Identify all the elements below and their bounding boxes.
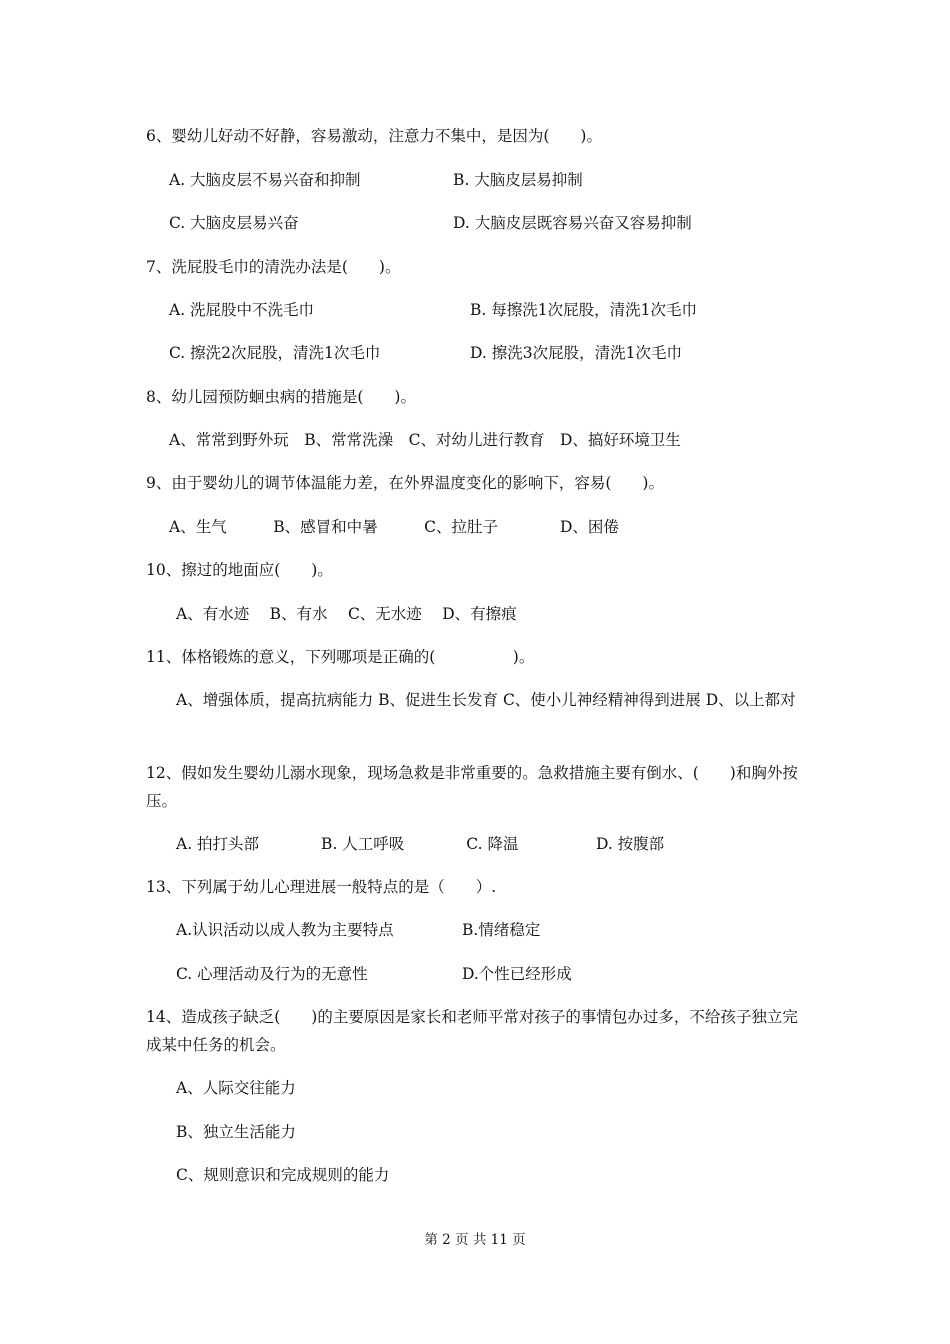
question-10-options: A、有水迹 B、有水 C、无水迹 D、有擦痕 <box>176 605 517 623</box>
question-11: 11、体格锻炼的意义，下列哪项是正确的( )。 <box>146 648 535 666</box>
question-6-option-a: A. 大脑皮层不易兴奋和抑制 <box>169 171 361 189</box>
question-14-option-a: A、人际交往能力 <box>176 1079 296 1097</box>
question-13-option-a: A.认识活动以成人教为主要特点 <box>176 921 394 939</box>
question-13-option-b: B.情绪稳定 <box>462 921 541 939</box>
question-14-option-b: B、独立生活能力 <box>176 1123 296 1141</box>
question-13-option-d: D.个性已经形成 <box>462 965 572 983</box>
question-7-option-c: C. 擦洗2次屁股，清洗1次毛巾 <box>169 344 381 362</box>
question-12-options: A. 拍打头部 B. 人工呼吸 C. 降温 D. 按腹部 <box>176 835 665 853</box>
question-8: 8、幼儿园预防蛔虫病的措施是( )。 <box>146 388 416 406</box>
question-6: 6、婴幼儿好动不好静，容易激动，注意力不集中，是因为( )。 <box>146 127 602 145</box>
question-13: 13、下列属于幼儿心理进展一般特点的是（ ）. <box>146 878 497 896</box>
question-6-option-b: B. 大脑皮层易抑制 <box>453 171 583 189</box>
question-12: 12、假如发生婴幼儿溺水现象，现场急救是非常重要的。急救措施主要有倒水、( )和胸外按压。 <box>146 764 798 810</box>
question-7: 7、洗屁股毛巾的清洗办法是( )。 <box>146 258 401 276</box>
question-8-options: A、常常到野外玩 B、常常洗澡 C、对幼儿进行教育 D、搞好环境卫生 <box>169 431 681 449</box>
question-6-option-d: D. 大脑皮层既容易兴奋又容易抑制 <box>453 214 692 232</box>
question-14-option-c: C、规则意识和完成规则的能力 <box>176 1166 390 1184</box>
question-11-options: A、增强体质，提高抗病能力 B、促进生长发育 C、使小儿神经精神得到进展 D、以上都对 <box>176 691 796 709</box>
question-9: 9、由于婴幼儿的调节体温能力差，在外界温度变化的影响下，容易( )。 <box>146 474 664 492</box>
question-10: 10、擦过的地面应( )。 <box>146 561 333 579</box>
question-13-option-c: C. 心理活动及行为的无意性 <box>176 965 368 983</box>
question-7-option-d: D. 擦洗3次屁股，清洗1次毛巾 <box>470 344 682 362</box>
question-7-option-b: B. 每擦洗1次屁股，清洗1次毛巾 <box>470 301 697 319</box>
question-6-option-c: C. 大脑皮层易兴奋 <box>169 214 299 232</box>
question-14: 14、造成孩子缺乏( )的主要原因是家长和老师平常对孩子的事情包办过多，不给孩子独立完成某中任务的机会。 <box>146 1008 798 1054</box>
question-7-option-a: A. 洗屁股中不洗毛巾 <box>169 301 315 319</box>
question-9-options: A、生气 B、感冒和中暑 C、拉肚子 D、困倦 <box>169 518 619 536</box>
page-footer: 第 2 页 共 11 页 <box>424 1232 526 1248</box>
